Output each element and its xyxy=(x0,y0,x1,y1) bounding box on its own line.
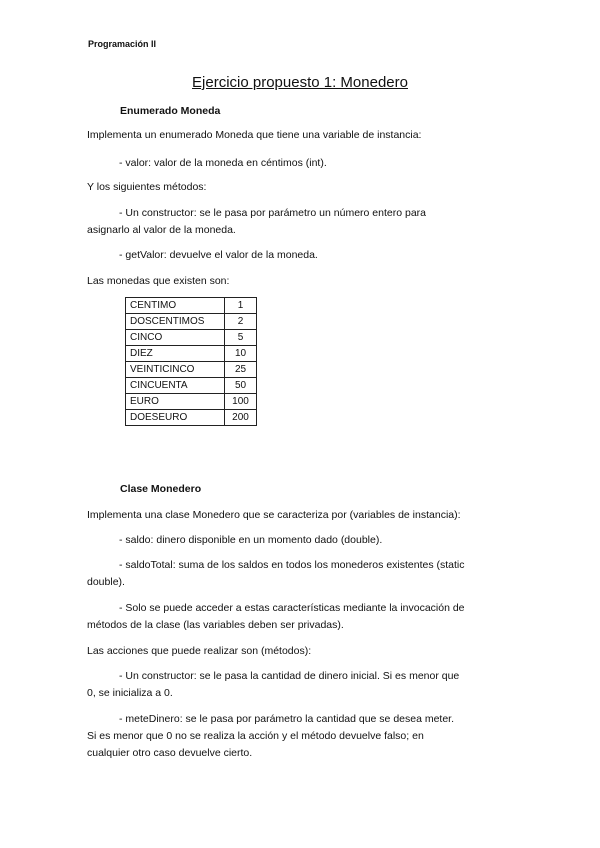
bullet-saldo: - saldo: dinero disponible en un momento dado (double). xyxy=(119,534,383,546)
table-row xyxy=(126,330,257,346)
coin-value: 200 xyxy=(225,410,257,426)
coin-name: CENTIMO xyxy=(126,298,225,314)
coin-value: 5 xyxy=(225,330,257,346)
table-row xyxy=(126,314,257,330)
bullet-getvalor: - getValor: devuelve el valor de la moneda. xyxy=(119,249,318,261)
bullet-constructor-monedero-cont: 0, se inicializa a 0. xyxy=(87,687,173,699)
bullet-constructor: - Un constructor: se le pasa por parámetro un número entero para xyxy=(119,207,426,219)
page-title: Ejercicio propuesto 1: Monedero xyxy=(192,74,408,91)
coin-value: 1 xyxy=(225,298,257,314)
table-row xyxy=(126,410,257,426)
paragraph: Las monedas que existen son: xyxy=(87,275,230,287)
coin-name: VEINTICINCO xyxy=(126,362,225,378)
coin-value: 25 xyxy=(225,362,257,378)
coin-value: 100 xyxy=(225,394,257,410)
table-row xyxy=(126,362,257,378)
coin-value: 2 xyxy=(225,314,257,330)
coin-name: DOESEURO xyxy=(126,410,225,426)
bullet-acceso-cont: métodos de la clase (las variables deben ser privadas). xyxy=(87,619,344,631)
bullet-metedinero-cont: cualquier otro caso devuelve cierto. xyxy=(87,747,253,759)
coins-table xyxy=(125,297,257,426)
coin-name: DOSCENTIMOS xyxy=(126,314,225,330)
table-row xyxy=(126,394,257,410)
coin-name: CINCUENTA xyxy=(126,378,225,394)
page-header: Programación II xyxy=(88,39,157,49)
paragraph: Implementa una clase Monedero que se caracteriza por (variables de instancia): xyxy=(87,509,461,521)
coin-name: CINCO xyxy=(126,330,225,346)
paragraph: Y los siguientes métodos: xyxy=(87,181,207,193)
bullet-constructor-monedero: - Un constructor: se le pasa la cantidad de dinero inicial. Si es menor que xyxy=(119,670,460,682)
table-row xyxy=(126,298,257,314)
coin-value: 10 xyxy=(225,346,257,362)
section-heading-monedero: Clase Monedero xyxy=(120,483,202,495)
coin-name: DIEZ xyxy=(126,346,225,362)
bullet-acceso: - Solo se puede acceder a estas características mediante la invocación de xyxy=(119,602,465,614)
paragraph: Las acciones que puede realizar son (métodos): xyxy=(87,645,312,657)
coin-name: EURO xyxy=(126,394,225,410)
bullet-metedinero: - meteDinero: se le pasa por parámetro la cantidad que se desea meter. xyxy=(119,713,455,725)
table-row xyxy=(126,378,257,394)
coin-value: 50 xyxy=(225,378,257,394)
bullet-saldototal-cont: double). xyxy=(87,576,125,588)
paragraph: Implementa un enumerado Moneda que tiene una variable de instancia: xyxy=(87,129,422,141)
bullet-constructor-cont: asignarlo al valor de la moneda. xyxy=(87,224,236,236)
table-row xyxy=(126,346,257,362)
bullet-metedinero-cont: Si es menor que 0 no se realiza la acción y el método devuelve falso; en xyxy=(87,730,424,742)
section-heading-enumerado: Enumerado Moneda xyxy=(120,105,221,117)
bullet-valor: - valor: valor de la moneda en céntimos (int). xyxy=(119,157,327,169)
bullet-saldototal: - saldoTotal: suma de los saldos en todos los monederos existentes (static xyxy=(119,559,465,571)
